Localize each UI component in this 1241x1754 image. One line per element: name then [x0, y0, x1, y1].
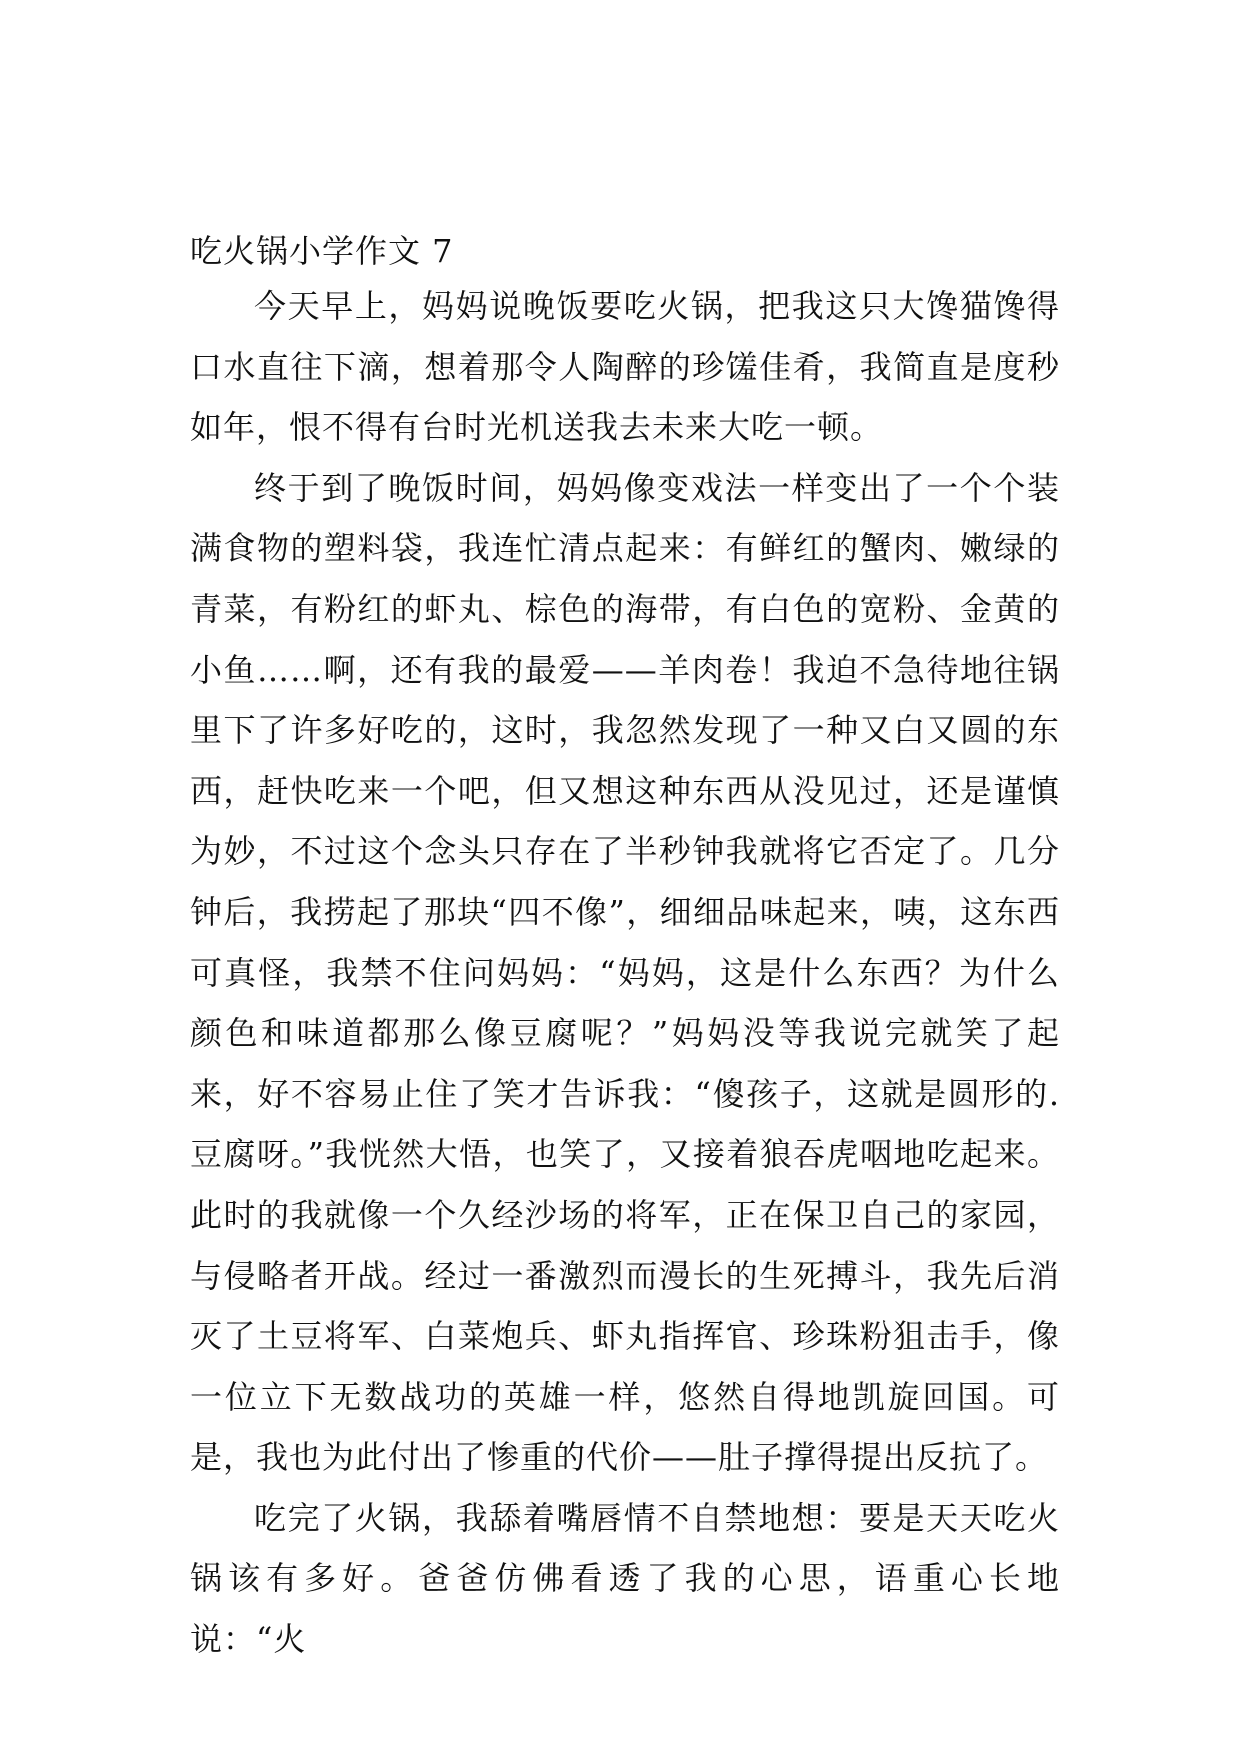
document-body	[190, 276, 1060, 1670]
paragraph-2: 终于到了晚饭时间，妈妈像变戏法一样变出了一个个装满食物的塑料袋，我连忙清点起来：有鲜红的蟹肉、嫩绿的青菜，有粉红的虾丸、棕色的海带，有白色的宽粉、金黄的小鱼……啊，还有我的最爱——羊肉卷！我迫不急待地往锅里下了许多好吃的，这时，我忽然发现了一种又白又圆的东西，赶快吃来一个吧，但又想这种东西从没见过，还是谨慎为妙，不过这个念头只存在了半秒钟我就将它否定了。几分钟后，我捞起了那块“四不像”，细细品味起来，咦，这东西可真怪，我禁不住问妈妈：“妈妈，这是什么东西？为什么颜色和味道都那么像豆腐呢？”妈妈没等我说完就笑了起来，好不容易止住了笑才告诉我：“傻孩子，这就是圆形的.豆腐呀。”我恍然大悟，也笑了，又接着狼吞虎咽地吃起来。此时的我就像一个久经沙场的将军，正在保卫自己的家园，与侵略者开战。经过一番激烈而漫长的生死搏斗，我先后消灭了土豆将军、白菜炮兵、虾丸指挥官、珍珠粉狙击手，像一位立下无数战功的英雄一样，悠然自得地凯旋回国。可是，我也为此付出了惨重的代价——肚子撑得提出反抗了。	[190, 468, 1060, 1477]
paragraph-3: 吃完了火锅，我舔着嘴唇情不自禁地想：要是天天吃火锅该有多好。爸爸仿佛看透了我的心思，语重心长地说：“火	[190, 1498, 1060, 1659]
paragraph-1: 今天早上，妈妈说晚饭要吃火锅，把我这只大馋猫馋得口水直往下滴，想着那令人陶醉的珍馐佳肴，我简直是度秒如年，恨不得有台时光机送我去未来大吃一顿。	[190, 287, 1060, 447]
document-title: 吃火锅小学作文 7	[190, 232, 454, 270]
